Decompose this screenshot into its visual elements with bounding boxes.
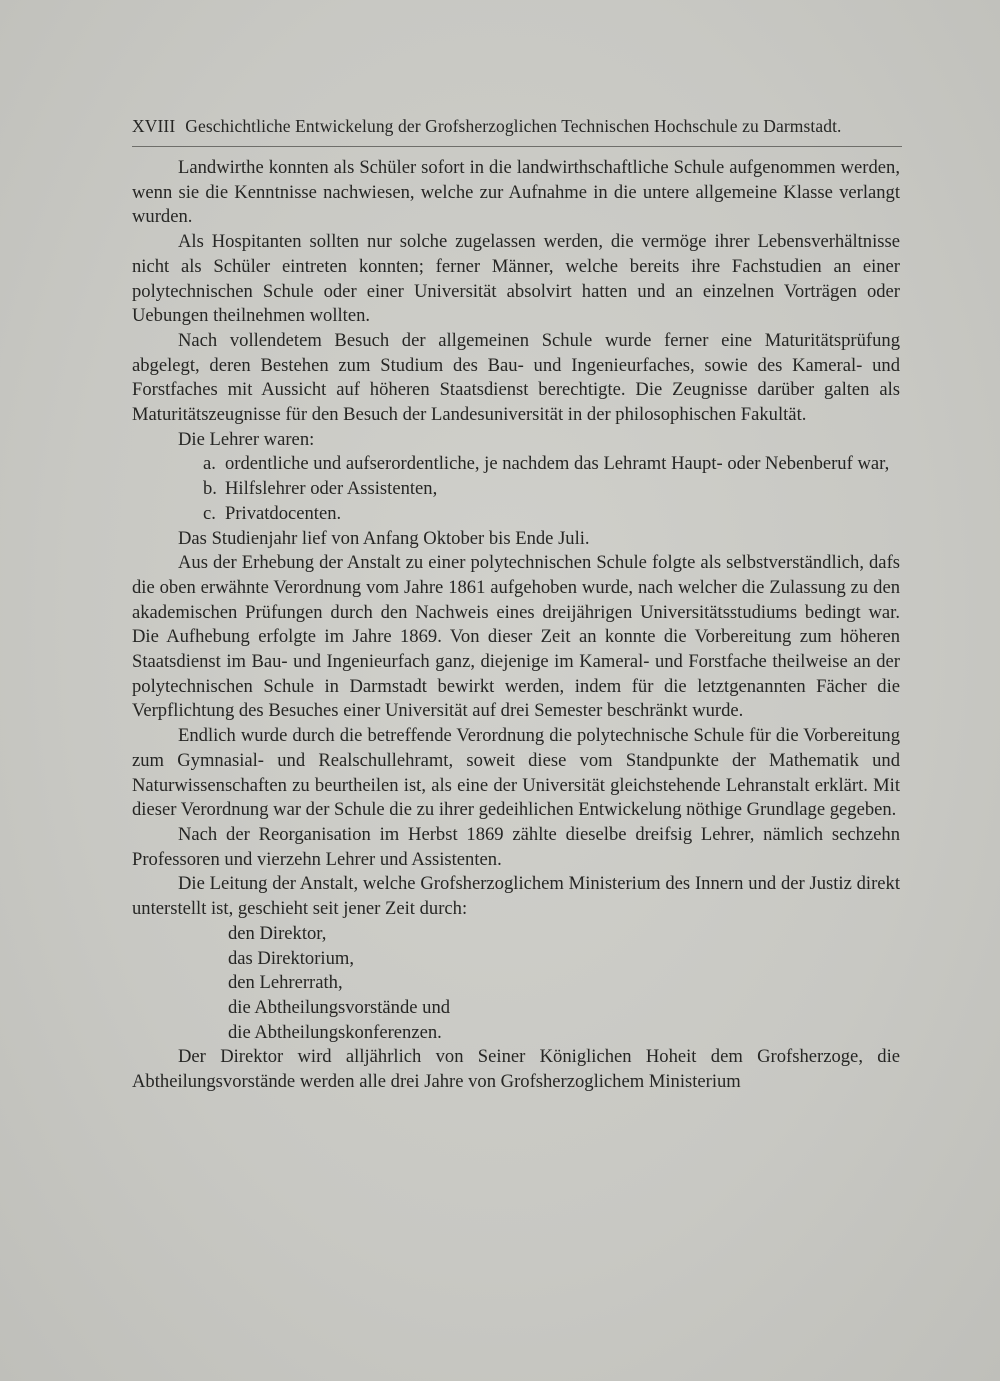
paragraph-3: Nach vollendetem Besuch der allgemeinen Schule wurde ferner eine Maturitätsprüfung abgelegt, deren Bestehen zum Studium des Bau- und Ingenieurfaches, sowie des Kameral- und Forstfaches mit Aussicht auf höheren Staatsdienst berechtigte. Die Zeugnisse darüber galten als Maturitätszeugnisse für den Besuch der Landesuniversität in der philosophischen Fakultät. xyxy=(132,329,900,426)
list-item xyxy=(132,477,900,502)
body-text xyxy=(132,156,900,1095)
paragraph-1: Landwirthe konnten als Schüler sofort in die landwirthschaftliche Schule aufgenommen werden, wenn sie die Kenntnisse nachwiesen, welche zur Aufnahme in die untere allgemeine Klasse verlangt wurden. xyxy=(132,157,900,228)
teachers-list xyxy=(132,452,900,526)
paragraph-7: Endlich wurde durch die betreffende Verordnung die polytechnische Schule für die Vorbereitung zum Gymnasial- und Realschullehramt, soweit diese vom Standpunkte der Mathematik und Naturwissenschaften zu beurtheilen ist, als eine der Universität gleichstehende Lehranstalt erklärt. Mit dieser Verordnung war der Schule die zu ihrer gedeihlichen Entwickelung nöthige Grundlage gegeben. xyxy=(132,725,900,821)
header-rule xyxy=(132,146,902,147)
running-header xyxy=(132,116,900,137)
paragraph-5: Das Studienjahr lief von Anfang Oktober bis Ende Juli. xyxy=(178,527,590,549)
list-marker: b. xyxy=(203,478,217,500)
list-marker: c. xyxy=(203,502,216,524)
list-item-text: Privatdocenten. xyxy=(225,502,342,524)
list-item: den Lehrerrath, xyxy=(228,972,343,994)
paragraph-9: Die Leitung der Anstalt, welche Grofsherzoglichem Ministerium des Innern und der Justiz direkt unterstellt ist, geschieht seit jener Zeit durch: xyxy=(132,873,900,920)
list-item: das Direktorium, xyxy=(228,947,354,969)
list-item xyxy=(132,502,900,527)
list-item: die Abtheilungsvorstände und xyxy=(228,996,451,1018)
list-item: den Direktor, xyxy=(228,922,327,944)
leadership-list xyxy=(132,922,900,1046)
list-item: die Abtheilungskonferenzen. xyxy=(228,1021,442,1043)
list-item xyxy=(132,452,900,477)
list-marker: a. xyxy=(203,453,216,475)
list-item-text: Hilfslehrer oder Assistenten, xyxy=(225,478,438,500)
paragraph-2: Als Hospitanten sollten nur solche zugelassen werden, die vermöge ihrer Lebensverhältnisse nicht als Schüler eintreten konnten; ferner Männer, welche bereits ihre Fachstudien an einer polytechnischen Schule oder einer Universität absolvirt hatten und an einzelnen Vorträgen oder Uebungen theilnehmen wollten. xyxy=(132,231,900,327)
running-title: Geschichtliche Entwickelung der Grofsherzoglichen Technischen Hochschule zu Darmstadt. xyxy=(185,116,842,136)
paragraph-6: Aus der Erhebung der Anstalt zu einer polytechnischen Schule folgte als selbstverständlich, dafs die oben erwähnte Verordnung vom Jahre 1861 aufgehoben wurde, nach welcher die Zulassung zu den akademischen Prüfungen durch den Nachweis eines dreijährigen Universitätsstudiums bedingt war. Die Aufhebung erfolgte im Jahre 1869. Von dieser Zeit an konnte die Vorbereitung zum höheren Staatsdienst im Bau- und Ingenieurfach ganz, diejenige im Kameral- und Forstfache theilweise an der polytechnischen Schule in Darmstadt bewirkt werden, indem für die letztgenannten Fächer die Verpflichtung des Besuches einer Universität auf drei Semester beschränkt wurde. xyxy=(132,552,900,722)
paragraph-8: Nach der Reorganisation im Herbst 1869 zählte dieselbe dreifsig Lehrer, nämlich sechzehn Professoren und vierzehn Lehrer und Assistenten. xyxy=(132,823,900,870)
paragraph-10: Der Direktor wird alljährlich von Seiner Königlichen Hoheit dem Grofsherzoge, die Abtheilungsvorstände werden alle drei Jahre von Grofsherzoglichem Ministerium xyxy=(132,1046,900,1093)
paragraph-4: Die Lehrer waren: xyxy=(178,428,315,450)
page-number: XVIII xyxy=(132,116,176,136)
list-item-text: ordentliche und aufserordentliche, je nachdem das Lehramt Haupt- oder Nebenberuf war, xyxy=(225,453,890,475)
